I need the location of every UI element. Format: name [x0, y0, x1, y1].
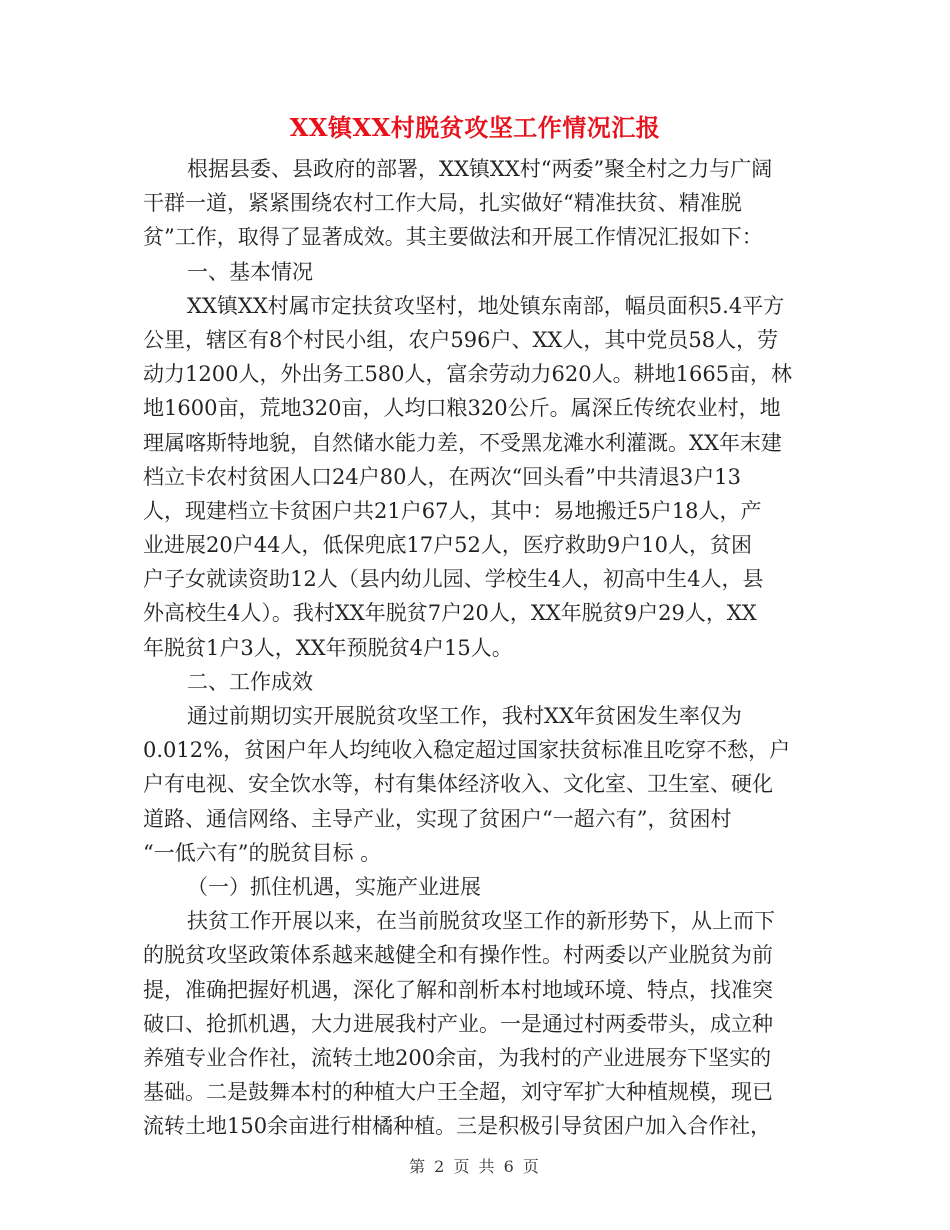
section-heading-basic-info: 一、基本情况: [187, 259, 313, 284]
body-line: XX镇XX村属市定扶贫攻坚村，地处镇东南部，幅员面积5.4平方: [187, 293, 785, 318]
body-line: 提，准确把握好机遇，深化了解和剖析本村地域环境、特点，找准突: [143, 977, 773, 1002]
body-line: 动力1200人，外出务工580人，富余劳动力620人。耕地1665亩，林: [143, 362, 793, 387]
body-line: 外高校生4人）。我村XX年脱贫7户20人，XX年脱贫9户29人，XX: [143, 601, 757, 626]
body-line: 贫”工作，取得了显著成效。其主要做法和开展工作情况汇报如下：: [143, 225, 763, 250]
body-line: 公里，辖区有8个村民小组，农户596户、XX人，其中党员58人，劳: [143, 327, 779, 352]
body-line: 理属喀斯特地貌，自然储水能力差，不受黑龙滩水利灌溉。XX年末建: [143, 430, 782, 455]
body-line: 破口、抢抓机遇，大力进展我村产业。一是通过村两委带头，成立种: [143, 1011, 773, 1036]
page-footer: 第 2 页 共 6 页: [409, 1157, 541, 1176]
body-line: 的脱贫攻坚政策体系越来越健全和有操作性。村两委以产业脱贫为前: [143, 943, 773, 968]
body-line: 通过前期切实开展脱贫攻坚工作，我村XX年贫困发生率仅为: [187, 704, 742, 728]
body-line: 业进展20户44人，低保兜底17户52人，医疗救助9户10人，贫困: [143, 533, 752, 558]
body-line: 扶贫工作开展以来，在当前脱贫攻坚工作的新形势下，从上而下: [187, 909, 775, 934]
section-heading-work-results: 二、工作成效: [187, 669, 313, 694]
document-title: XX镇XX村脱贫攻坚工作情况汇报: [289, 113, 661, 142]
body-line: 基础。二是鼓舞本村的种植大户王全超，刘守军扩大种植规模，现已: [143, 1080, 773, 1105]
body-line: 档立卡农村贫困人口24户80人，在两次“回头看”中共清退3户13: [143, 464, 741, 489]
body-line: “一低六有”的脱贫目标 。: [143, 840, 382, 865]
body-line: 流转土地150余亩进行柑橘种植。三是积极引导贫困户加入合作社，: [143, 1114, 772, 1139]
body-line: 户子女就读资助12人（县内幼儿园、学校生4人，初高中生4人，县: [143, 567, 764, 592]
subsection-heading-industry: （一）抓住机遇，实施产业进展: [187, 874, 481, 899]
body-line: 养殖专业合作社，流转土地200余亩，为我村的产业进展夯下坚实的: [143, 1045, 772, 1070]
body-line: 地1600亩，荒地320亩，人均口粮320公斤。属深丘传统农业村，地: [143, 396, 781, 421]
document-body: [143, 152, 815, 1143]
body-line: 干群一道，紧紧围绕农村工作大局，扎实做好“精准扶贫、精准脱: [143, 191, 742, 216]
body-line: 户有电视、安全饮水等，村有集体经济收入、文化室、卫生室、硬化: [143, 772, 773, 797]
body-line: 根据县委、县政府的部署，XX镇XX村“两委”聚全村之力与广阔: [187, 157, 773, 181]
body-line: 道路、通信网络、主导产业，实现了贫困户“一超六有”，贫困村: [143, 806, 732, 831]
body-line: 0.012%，贫困户年人均纯收入稳定超过国家扶贫标准且吃穿不愁，户: [143, 738, 791, 763]
body-line: 人，现建档立卡贫困户共21户67人，其中：易地搬迁5户18人，产: [143, 498, 762, 523]
body-line: 年脱贫1户3人，XX年预脱贫4户15人。: [143, 635, 513, 660]
